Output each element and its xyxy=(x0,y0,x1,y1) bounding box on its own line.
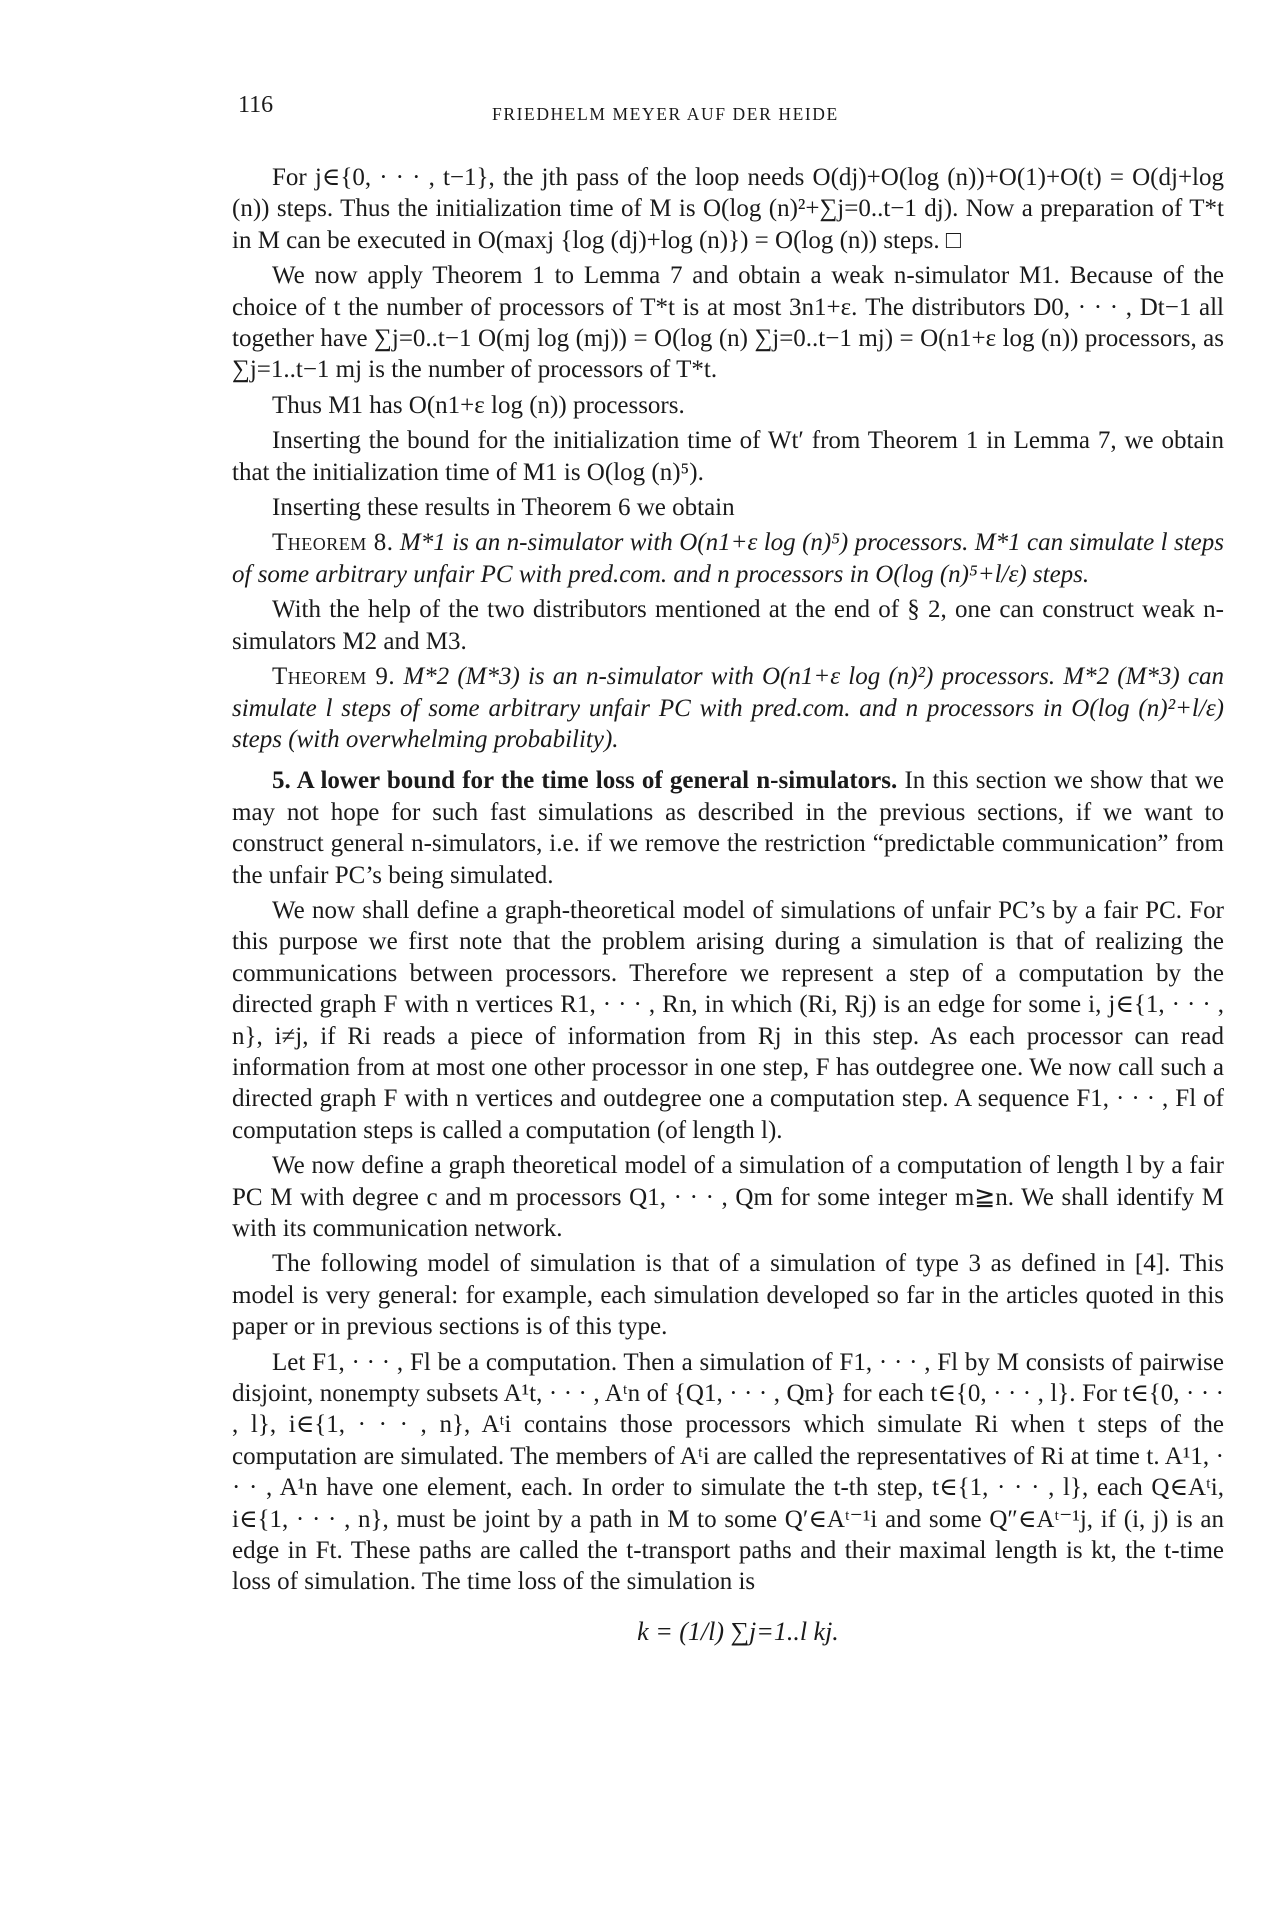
theorem-9 xyxy=(232,661,1224,755)
paragraph: Inserting these results in Theorem 6 we obtain xyxy=(272,494,735,522)
section-text: In this section we show that we may not hope for such fast simulations as described in the previous sections, if we want to construct general n-simulators, i.e. if we remove the restriction “predictable communication” from the unfair PC’s being simulated. xyxy=(232,767,1224,889)
theorem-text: M*1 is an n-simulator with O(n1+ε log (n)⁵) processors. M*1 can simulate l steps of some arbitrary unfair PC with pred.com. and n processors in O(log (n)⁵+l/ε) steps. xyxy=(232,529,1225,588)
paragraph: We now apply Theorem 1 to Lemma 7 and obtain a weak n-simulator M1. Because of the choice of t the number of processors of T*t is at most 3n1+ε. The distributors D0, · · · , Dt−1 all together have ∑j=0..t−1 O(mj log (mj)) = O(log (n) ∑j=0..t−1 mj) = O(n1+ε log (n)) processors, as ∑j=1..t−1 mj is the number of processors of T*t. xyxy=(232,262,1224,384)
paragraph: The following model of simulation is that of a simulation of type 3 as defined in [4]. This model is very general: for example, each simulation developed so far in the articles quoted in this paper or in previous sections is of this type. xyxy=(232,1250,1224,1341)
paragraph: For j∈{0, · · · , t−1}, the jth pass of the loop needs O(dj)+O(log (n))+O(1)+O(t) = O(dj+log (n)) steps. Thus the initialization time of M is O(log (n)²+∑j=0..t−1 dj). Now a preparation of T*t in M can be executed in O(maxj {log (dj)+log (n)}) = O(log (n)) steps. □ xyxy=(232,164,1224,254)
section-title: 5. A lower bound for the time loss of general n-simulators. xyxy=(272,767,898,795)
theorem-label: Theorem 9. xyxy=(272,663,396,691)
theorem-text: M*2 (M*3) is an n-simulator with O(n1+ε log (n)²) processors. M*2 (M*3) can simulate l steps of some arbitrary unfair PC with pred.com. and n processors in O(log (n)²+l/ε) steps (with overwhelming probability). xyxy=(232,663,1224,753)
paragraph: With the help of the two distributors mentioned at the end of § 2, one can construct weak n-simulators M2 and M3. xyxy=(232,596,1224,655)
theorem-label: Theorem 8. xyxy=(272,529,394,557)
page-number: 116 xyxy=(238,92,274,118)
paragraph: Thus M1 has O(n1+ε log (n)) processors. xyxy=(272,391,685,419)
paragraph: We now define a graph theoretical model of a simulation of a computation of length l by a fair PC M with degree c and m processors Q1, · · · , Qm for some integer m≧n. We shall identify M with its communication network. xyxy=(232,1152,1224,1242)
page-body xyxy=(232,162,1224,1647)
paragraph: We now shall define a graph-theoretical model of simulations of unfair PC’s by a fair PC. For this purpose we first note that the problem arising during a simulation is that of realizing the communications between processors. Therefore we represent a step of a computation by the directed graph F with n vertices R1, · · · , Rn, in which (Ri, Rj) is an edge for some i, j∈{1, · · · , n}, i≠j, if Ri reads a piece of information from Rj in this step. As each processor can read information from at most one other processor in one step, F has outdegree one. We now call such a directed graph F with n vertices and outdegree one a computation step. A sequence F1, · · · , Fl of computation steps is called a computation (of length l). xyxy=(232,896,1224,1144)
time-loss-formula: k = (1/l) ∑j=1..l kj. xyxy=(637,1616,839,1646)
paragraph: Inserting the bound for the initialization time of Wt′ from Theorem 1 in Lemma 7, we obtain that the initialization time of M1 is O(log (n)⁵). xyxy=(232,427,1224,486)
page-header xyxy=(238,84,1224,134)
section-5-intro xyxy=(232,765,1224,891)
paragraph: Let F1, · · · , Fl be a computation. Then a simulation of F1, · · · , Fl by M consists of pairwise disjoint, nonempty subsets A¹t, · · · , Aᵗn of {Q1, · · · , Qm} for each t∈{0, · · · , l}. For t∈{0, · · · , l}, i∈{1, · · · , n}, Aᵗi contains those processors which simulate Ri when t steps of the computation are simulated. The members of Aᵗi are called the representatives of Ri at time t. A¹1, · · · , A¹n have one element, each. In order to simulate the t-th step, t∈{1, · · · , l}, each Q∈Aᵗi, i∈{1, · · · , n}, must be joint by a path in M to some Q′∈Aᵗ⁻¹i and some Q″∈Aᵗ⁻¹j, if (i, j) is an edge in Ft. These paths are called the t-transport paths and their maximal length is kt, the t-time loss of simulation. The time loss of the simulation is xyxy=(232,1348,1224,1596)
running-head: FRIEDHELM MEYER AUF DER HEIDE xyxy=(492,104,839,124)
theorem-8 xyxy=(232,527,1224,590)
